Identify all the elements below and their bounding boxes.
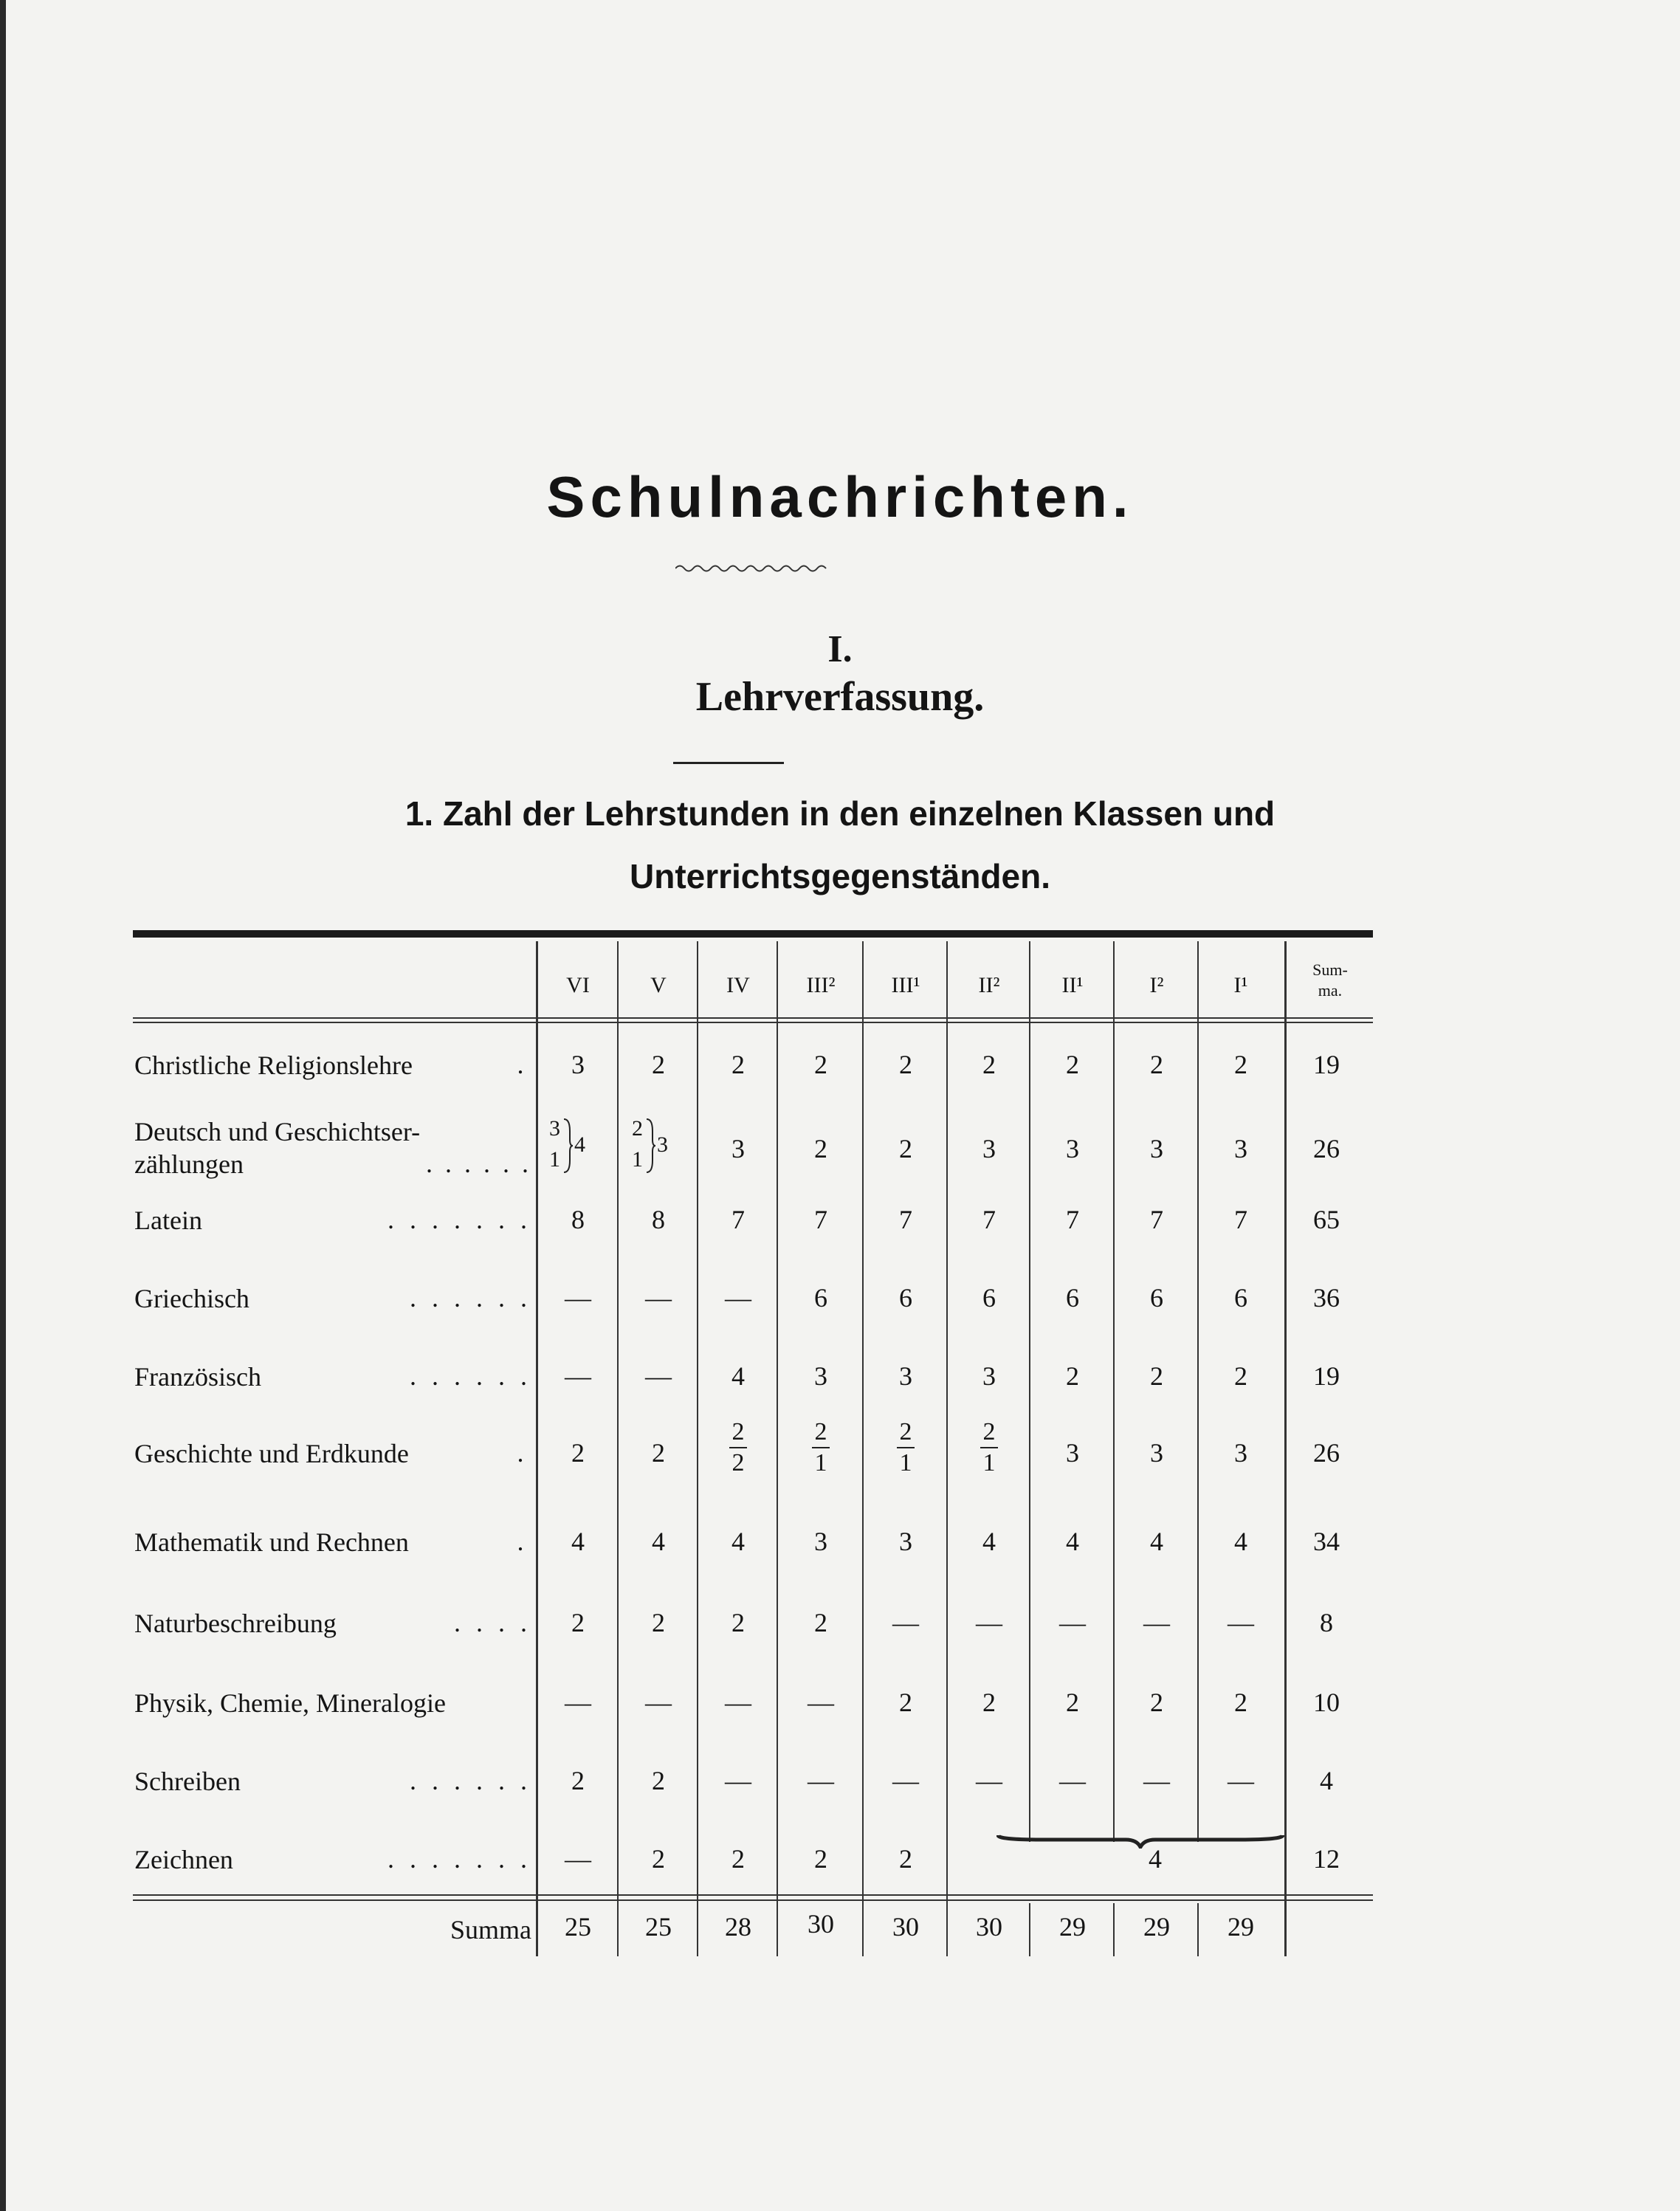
header-bottom-rule-2 [133, 1022, 1373, 1023]
table-caption-line-1: 1. Zahl der Lehrstunden in den einzelnen Klassen und [404, 794, 1276, 833]
table-cell: 4 [652, 1527, 665, 1556]
fraction-bottom: 1 [814, 1449, 827, 1476]
summa-column-header [1293, 960, 1367, 1001]
table-cell: 2 [814, 1608, 827, 1637]
row-label: Latein [134, 1206, 202, 1235]
table-cell: — [1228, 1766, 1254, 1795]
column-header: V [650, 973, 667, 997]
table-cell: — [976, 1608, 1002, 1637]
row-label: Christliche Religionslehre [134, 1051, 413, 1080]
row-label: Zeichnen [134, 1845, 233, 1874]
row-sum: 19 [1313, 1050, 1340, 1079]
table-cell: — [808, 1766, 834, 1795]
row-leader: . . . . [454, 1608, 531, 1637]
summa-value: 29 [1143, 1912, 1170, 1942]
table-cell: 7 [814, 1205, 827, 1234]
table-cell: 2 [1066, 1688, 1079, 1717]
table-cell: — [976, 1766, 1002, 1795]
row-leader: . . . . . . [410, 1361, 531, 1391]
table-cell: 2 [571, 1608, 585, 1637]
row-sum: 19 [1313, 1361, 1340, 1391]
fraction-top: 2 [982, 1418, 996, 1445]
table-cell: 7 [1150, 1205, 1163, 1234]
table-cell: 3 [982, 1134, 996, 1163]
table-cell: 3 [899, 1361, 912, 1391]
table-cell: — [725, 1766, 751, 1795]
table-cell: 3 [1234, 1438, 1247, 1468]
column-header: II² [978, 973, 1000, 997]
table-cell: — [1143, 1766, 1170, 1795]
fraction-cell [698, 1417, 778, 1478]
fraction-top: 2 [814, 1418, 827, 1445]
summa-header-line-2: ma. [1318, 981, 1343, 1000]
table-cell: — [565, 1844, 591, 1874]
table-cell: 3 [731, 1134, 745, 1163]
table-cell: — [1228, 1608, 1254, 1637]
table-cell: — [645, 1688, 672, 1717]
row-sum: 26 [1313, 1134, 1340, 1163]
table-cell: 3 [571, 1050, 585, 1079]
summa-header-line-1: Sum- [1312, 960, 1348, 979]
row-sum: 10 [1313, 1688, 1340, 1717]
table-cell: 2 [731, 1050, 745, 1079]
table-cell: 4 [982, 1527, 996, 1556]
table-cell: 3 [1234, 1134, 1247, 1163]
row-label: Deutsch und Geschichtser- [134, 1117, 421, 1146]
row-leader: . . . . . . [426, 1149, 531, 1178]
combined-columns-value: 4 [1149, 1844, 1162, 1874]
summa-label: Summa [450, 1915, 531, 1944]
table-cell: 2 [1150, 1050, 1163, 1079]
table-cell: 2 [1234, 1361, 1247, 1391]
table-cell: 2 [814, 1844, 827, 1874]
table-cell: 3 [899, 1527, 912, 1556]
curly-brace-icon [562, 1118, 573, 1174]
deutsch-vi-top: 3 [549, 1116, 560, 1141]
row-label: Mathematik und Rechnen [134, 1527, 409, 1557]
column-header: I¹ [1233, 973, 1248, 997]
row-label: Griechisch [134, 1284, 249, 1313]
table-cell: 3 [1150, 1438, 1163, 1468]
summa-value: 25 [645, 1912, 672, 1942]
curly-brace-icon [645, 1118, 655, 1174]
table-cell: 7 [1066, 1205, 1079, 1234]
table-top-rule [133, 930, 1373, 938]
table-cell: 6 [899, 1283, 912, 1313]
table-cell: 2 [652, 1438, 665, 1468]
table-cell: 2 [652, 1844, 665, 1874]
summa-value: 30 [976, 1912, 1002, 1942]
table-cell: 2 [652, 1766, 665, 1795]
ornamental-wave-rule [675, 563, 830, 574]
table-cell: — [1059, 1766, 1086, 1795]
fraction-bottom: 1 [982, 1449, 996, 1476]
table-cell: — [645, 1283, 672, 1313]
table-cell: 6 [1066, 1283, 1079, 1313]
table-cell: 2 [982, 1050, 996, 1079]
column-header: I² [1149, 973, 1164, 997]
table-cell: 7 [982, 1205, 996, 1234]
table-cell: 2 [1234, 1050, 1247, 1079]
row-leader: . [517, 1438, 524, 1468]
table-cell: 4 [1066, 1527, 1079, 1556]
table-cell: — [725, 1283, 751, 1313]
table-cell: 4 [1150, 1527, 1163, 1556]
table-cell: — [1143, 1608, 1170, 1637]
row-leader: . [517, 1050, 524, 1079]
column-header: II¹ [1061, 973, 1084, 997]
table-cell: 2 [982, 1688, 996, 1717]
table-cell: 3 [1066, 1438, 1079, 1468]
row-leader: . . . . . . [410, 1766, 531, 1795]
summa-rule-2 [133, 1899, 1373, 1901]
table-cell: 6 [814, 1283, 827, 1313]
table-cell: 2 [1150, 1688, 1163, 1717]
summa-rule [133, 1894, 1373, 1896]
table-cell: 2 [899, 1688, 912, 1717]
column-header: III¹ [891, 973, 920, 997]
table-cell: 2 [571, 1438, 585, 1468]
deutsch-vi-total: 4 [574, 1132, 585, 1157]
table-cell: 6 [982, 1283, 996, 1313]
table-cell: 2 [652, 1050, 665, 1079]
section-numeral: I. [827, 628, 853, 670]
table-cell: 2 [731, 1608, 745, 1637]
table-cell: 2 [814, 1134, 827, 1163]
row-label: Naturbeschreibung [134, 1609, 337, 1638]
table-cell: 2 [899, 1134, 912, 1163]
table-cell: 4 [731, 1361, 745, 1391]
row-sum: 26 [1313, 1438, 1340, 1468]
row-sum: 12 [1313, 1844, 1340, 1874]
deutsch-vi-bottom: 1 [549, 1147, 560, 1172]
table-cell: 6 [1150, 1283, 1163, 1313]
row-sum: 65 [1313, 1205, 1340, 1234]
deutsch-v-top: 2 [632, 1116, 643, 1141]
fraction-bottom: 2 [731, 1449, 745, 1476]
row-sum: 34 [1313, 1527, 1340, 1556]
deutsch-v-total: 3 [657, 1132, 668, 1157]
table-cell: 3 [982, 1361, 996, 1391]
row-sum: 36 [1313, 1283, 1340, 1313]
summa-value: 30 [808, 1909, 834, 1939]
row-label: Physik, Chemie, Mineralogie [134, 1688, 446, 1718]
fraction-cell [778, 1417, 864, 1478]
table-cell: — [565, 1361, 591, 1391]
section-heading: Lehrverfassung. [695, 674, 985, 720]
table-cell: 2 [1150, 1361, 1163, 1391]
table-cell: 2 [899, 1844, 912, 1874]
row-leader: . . . . . . [410, 1283, 531, 1313]
table-cell: 2 [1066, 1050, 1079, 1079]
table-cell: 2 [899, 1050, 912, 1079]
row-label-continuation: zählungen [134, 1149, 244, 1179]
page-title: Schulnachrichten. [546, 464, 1134, 529]
table-cell: 3 [814, 1361, 827, 1391]
table-cell: 4 [731, 1527, 745, 1556]
column-header: III² [806, 973, 836, 997]
table-cell: 7 [731, 1205, 745, 1234]
table-cell: 2 [571, 1766, 585, 1795]
heading-divider [673, 762, 784, 764]
summa-value: 25 [565, 1912, 591, 1942]
fraction-bottom: 1 [899, 1449, 912, 1476]
table-caption-line-2: Unterrichtsgegenständen. [630, 857, 1050, 895]
table-cell: 7 [899, 1205, 912, 1234]
table-cell: — [1059, 1608, 1086, 1637]
lesson-hours-table [133, 930, 1373, 1964]
header-bottom-rule [133, 1017, 1373, 1019]
fraction-cell [948, 1417, 1030, 1478]
table-cell: 8 [571, 1205, 585, 1234]
summa-value: 29 [1228, 1912, 1254, 1942]
table-cell: 7 [1234, 1205, 1247, 1234]
table-cell: 3 [1066, 1134, 1079, 1163]
table-cell: 2 [1234, 1688, 1247, 1717]
row-sum: 4 [1320, 1766, 1333, 1795]
row-sum: 8 [1320, 1608, 1333, 1637]
table-cell: 2 [1066, 1361, 1079, 1391]
row-leader: . [517, 1527, 524, 1556]
table-cell: 2 [814, 1050, 827, 1079]
fraction-top: 2 [899, 1418, 912, 1445]
table-cell: — [725, 1688, 751, 1717]
table-cell: 2 [731, 1844, 745, 1874]
row-label: Französisch [134, 1362, 261, 1392]
table-cell: — [565, 1283, 591, 1313]
table-cell: 3 [1150, 1134, 1163, 1163]
table-cell: — [892, 1766, 919, 1795]
row-label: Geschichte und Erdkunde [134, 1439, 409, 1468]
column-header: IV [726, 973, 750, 997]
fraction-cell [864, 1417, 948, 1478]
scan-edge [0, 0, 6, 2211]
summa-value: 29 [1059, 1912, 1086, 1942]
table-cell: 2 [652, 1608, 665, 1637]
table-cell: — [565, 1688, 591, 1717]
row-leader: . . . . . . . [388, 1205, 531, 1234]
summa-value: 30 [892, 1912, 919, 1942]
row-leader: . . . . . . . [388, 1844, 531, 1874]
table-cell: — [892, 1608, 919, 1637]
table-cell: — [808, 1688, 834, 1717]
table-cell: 6 [1234, 1283, 1247, 1313]
table-cell: 8 [652, 1205, 665, 1234]
table-cell: 3 [814, 1527, 827, 1556]
table-cell: 4 [1234, 1527, 1247, 1556]
table-cell: 4 [571, 1527, 585, 1556]
row-label: Schreiben [134, 1767, 241, 1796]
table-cell: — [645, 1361, 672, 1391]
deutsch-v-bottom: 1 [632, 1147, 643, 1172]
summa-value: 28 [725, 1912, 751, 1942]
fraction-top: 2 [731, 1418, 745, 1445]
column-header: VI [566, 973, 590, 997]
